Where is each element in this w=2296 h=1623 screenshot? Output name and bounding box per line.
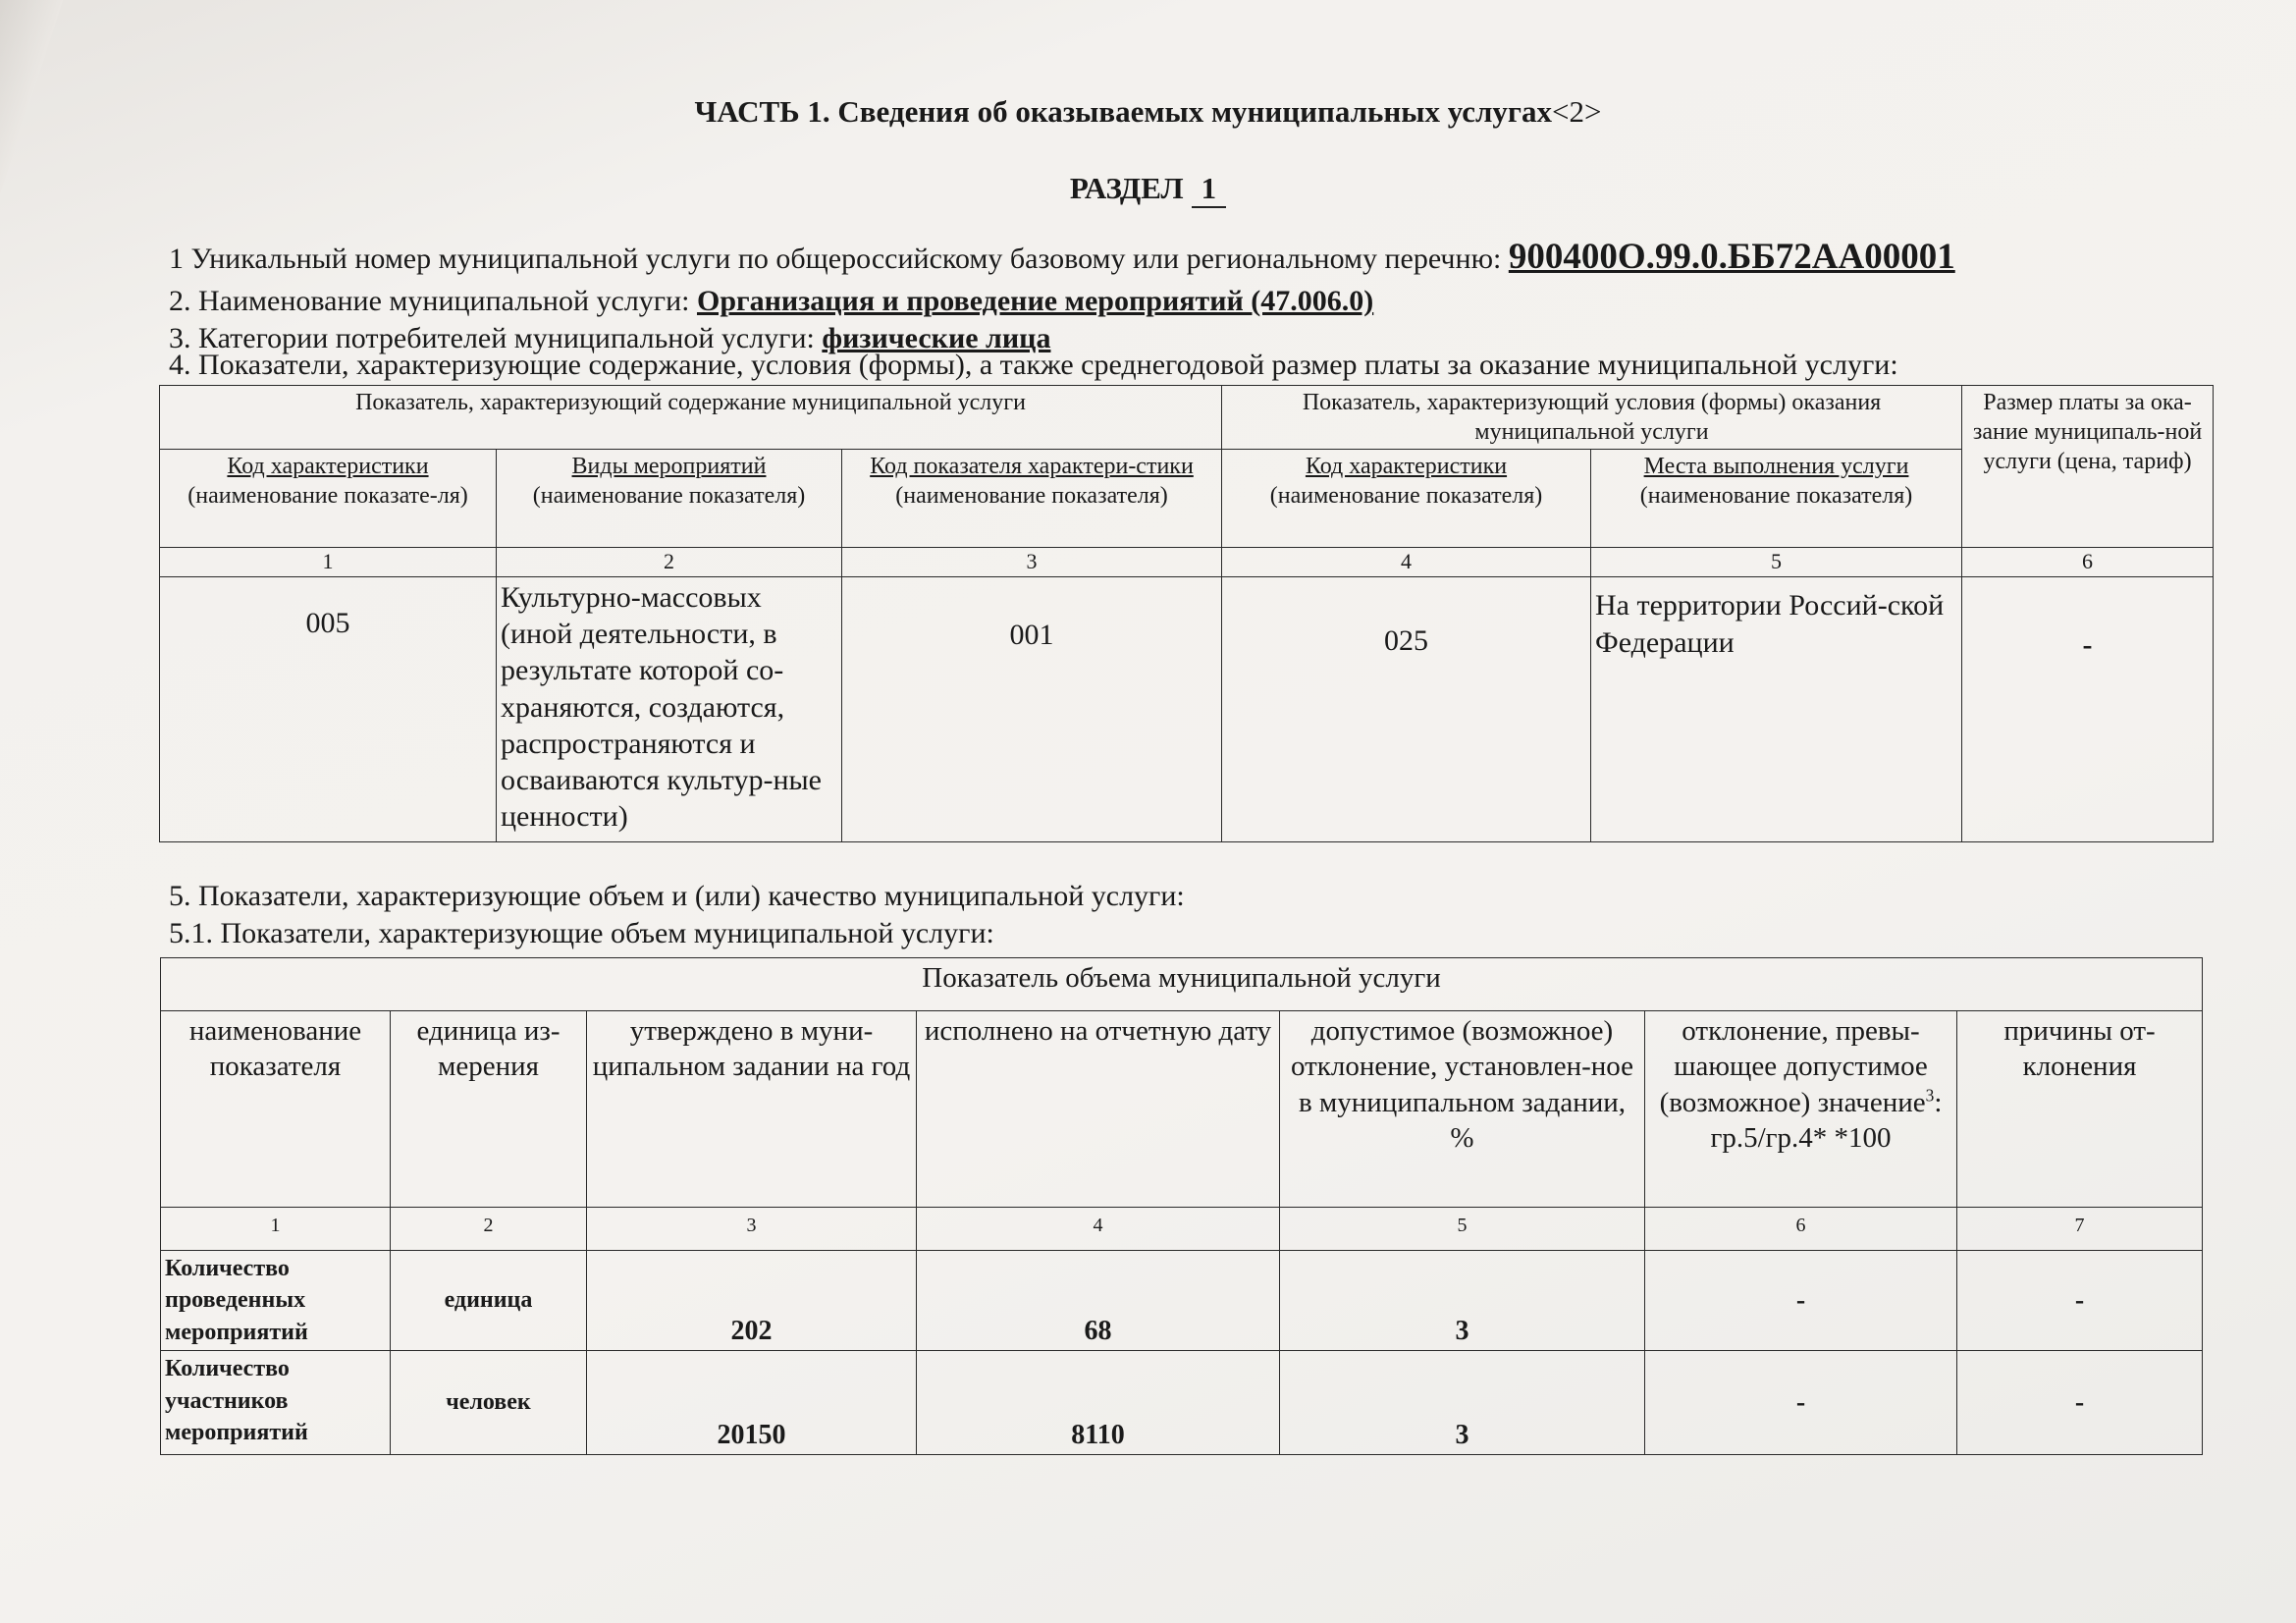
service-content-table [159, 385, 2214, 842]
col-number: 5 [1280, 1208, 1645, 1251]
table-cell-exceeding: - [1645, 1251, 1957, 1351]
section-title: РАЗДЕЛ 1 [0, 171, 2296, 208]
indicator-code-cell: 001 [842, 577, 1222, 842]
section5-1-line: 5.1. Показатели, характеризующие объем муниципальной услуги: [169, 917, 994, 949]
table-cell-executed: 8110 [917, 1351, 1280, 1455]
approved-header: утверждено в муни-ципальном задании на год [587, 1011, 917, 1208]
col3-header: Код показателя характери-стики (наименование показателя) [842, 450, 1222, 548]
table-row-label: Количество участников мероприятий [161, 1351, 391, 1455]
col-number: 3 [587, 1208, 917, 1251]
group-header-content: Показатель, характеризующий содержание муниципальной услуги [160, 386, 1222, 450]
table-cell-allowed: 3 [1280, 1251, 1645, 1351]
table-cell-reason: - [1957, 1251, 2203, 1351]
col-number: 4 [917, 1208, 1280, 1251]
service-volume-table [160, 957, 2203, 1455]
table-cell-exceeding: - [1645, 1351, 1957, 1455]
col1-header: Код характеристики (наименование показате-ля) [160, 450, 497, 548]
table-cell-approved: 202 [587, 1251, 917, 1351]
col-number: 3 [842, 548, 1222, 577]
col-number: 1 [161, 1208, 391, 1251]
section5-line: 5. Показатели, характеризующие объем и (или) качество муниципальной услуги: [169, 880, 1185, 912]
fee-header: Размер платы за ока-зание муниципаль-ной услуги (цена, тариф) [1962, 386, 2214, 548]
condition-code-cell: 025 [1222, 577, 1591, 842]
group-header-conditions: Показатель, характеризующий условия (формы) оказания муниципальной услуги [1222, 386, 1962, 450]
col-number: 6 [1645, 1208, 1957, 1251]
col4-header: Код характеристики (наименование показателя) [1222, 450, 1591, 548]
unit-header: единица из-мерения [391, 1011, 587, 1208]
col-number: 7 [1957, 1208, 2203, 1251]
col-number: 1 [160, 548, 497, 577]
part-title: ЧАСТЬ 1. Сведения об оказываемых муниципальных услугах<2> [694, 94, 1602, 129]
col2-header: Виды мероприятий (наименование показателя) [497, 450, 842, 548]
unique-number-line: 1 Уникальный номер муниципальной услуги по общероссийскому базовому или региональному перечню: 900400О.99.0.ББ72АА00001 [169, 237, 1955, 277]
volume-group-header: Показатель объема муниципальной услуги [161, 958, 2203, 1011]
event-type-cell: Культурно-массовых (иной деятельности, в результате которой со-храняются, создаются, распространяются и осваиваются культур-ные ценности) [497, 577, 842, 842]
table-cell-reason: - [1957, 1351, 2203, 1455]
col-number: 2 [391, 1208, 587, 1251]
col-number: 6 [1962, 548, 2214, 577]
col5-header: Места выполнения услуги (наименование показателя) [1591, 450, 1962, 548]
executed-header: исполнено на отчетную дату [917, 1011, 1280, 1208]
col-number: 2 [497, 548, 842, 577]
indicators-line: 4. Показатели, характеризующие содержание, условия (формы), а также среднегодовой размер платы за оказание муниципальной услуги: [169, 349, 1898, 381]
service-place-cell: На территории Россий-ской Федерации [1591, 577, 1962, 842]
service-name-line: 2. Наименование муниципальной услуги: Организация и проведение мероприятий (47.006.0) [169, 285, 1374, 317]
fee-cell: - [1962, 577, 2214, 842]
table-cell-executed: 68 [917, 1251, 1280, 1351]
table-cell-unit: единица [391, 1251, 587, 1351]
characteristic-code-cell: 005 [160, 577, 497, 842]
col-number: 4 [1222, 548, 1591, 577]
table-cell-allowed: 3 [1280, 1351, 1645, 1455]
table-cell-approved: 20150 [587, 1351, 917, 1455]
allowed-deviation-header: допустимое (возможное) отклонение, установлен-ное в муниципальном задании, % [1280, 1011, 1645, 1208]
col-number: 5 [1591, 548, 1962, 577]
consumer-category-line: 3. Категории потребителей муниципальной услуги: физические лица [169, 322, 1051, 354]
exceeding-deviation-header: отклонение, превы-шающее допустимое (возможное) значение$^3$: гр.5/гр.4* *100 [1645, 1011, 1957, 1208]
indicator-name-header: наименование показателя [161, 1011, 391, 1208]
table-cell-unit: человек [391, 1351, 587, 1455]
deviation-reason-header: причины от-клонения [1957, 1011, 2203, 1208]
table-row-label: Количество проведенных мероприятий [161, 1251, 391, 1351]
